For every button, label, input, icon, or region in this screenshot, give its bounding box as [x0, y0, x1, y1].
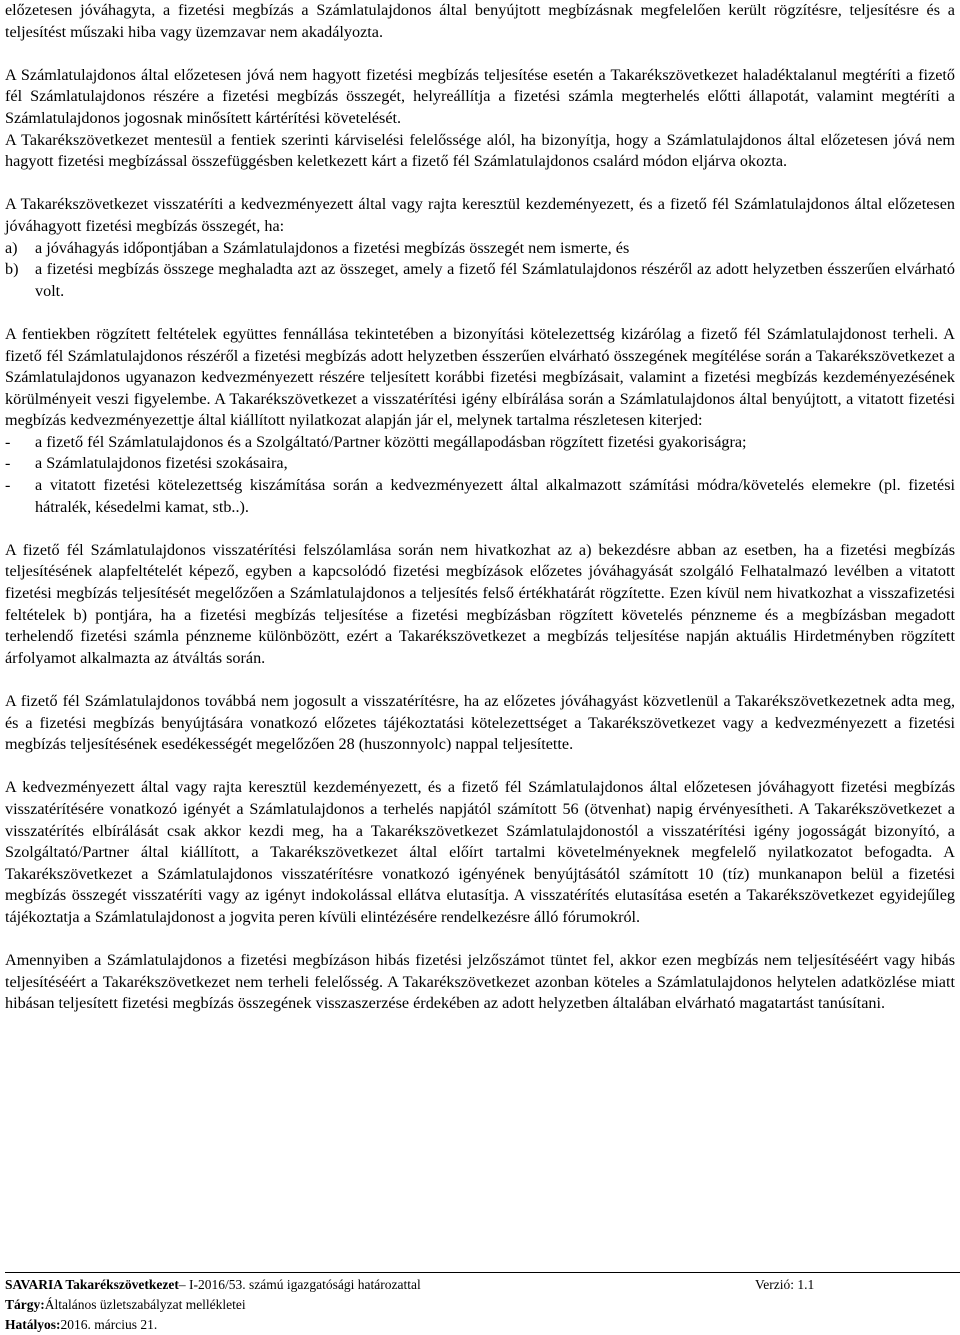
list-item	[5, 453, 955, 475]
paragraph-gap	[5, 302, 955, 324]
paragraph-continuation: előzetesen jóváhagyta, a fizetési megbízás a Számlatulajdonos által benyújtott megbízásnak megfelelően került rögzítésre, teljesítésre és a teljesítést műszaki hiba vagy üzemzavar nem akadályozta.	[5, 1, 955, 41]
footer-effective-date: 2016. március 21.	[60, 1317, 158, 1332]
paragraph-no-refund: A fizető fél Számlatulajdonos továbbá nem jogosult a visszatérítésre, ha az előzetes jóváhagyást közvetlenül a Takarékszövetkezetnek adta meg, és a fizetési megbízás benyújtására vonatkozó előzetes tájékoztatási kötelezettséget a Takarékszövetkezet vagy a kedvezményezett a fizetési megbízás teljesítésének esedékességét megelőzően 28 (huszonnyolc) nappal teljesítette.	[5, 692, 955, 754]
list-text: a fizetési megbízás összege meghaladta azt az összeget, amely a fizető fél Számlatulajdonos részéről az adott helyzetben ésszerűen elvárható volt.	[35, 260, 955, 300]
paragraph-gap	[5, 173, 955, 195]
paragraph-refund-claim-deadline: A kedvezményezett által vagy rajta keresztül kezdeményezett, és a fizető fél Számlatulajdonos által előzetesen jóváhagyott fizetési megbízás visszatérítésére vonatkozó igényét a Számlatulajdonos a terhelés napjától számított 56 (ötvenhat) napig érvényesítheti. A Takarékszövetkezet a visszatérítés elbírálását csak akkor kezdi meg, ha a Takarékszövetkezet Számlatulajdonostól a visszatérítési igény jogosságát bizonyító, a Szolgáltató/Partner által kiállított, a Takarékszövetkezet által előírt tartalmi követelményeknek megfelelő nyilatkozatot befogadta. A Takarékszövetkezet a Számlatulajdonos visszatérítésre vonatkozó igényének benyújtásától számított 10 (tíz) munkanapon belül a fizetési megbízás összegét visszatéríti vagy az igényt indokolással ellátva elutasítja. A visszatérítés elutasítása esetén a Takarékszövetkezet egyidejűleg tájékoztatja a Számlatulajdonost a jogvita peren kívüli elintézésére rendelkezésre álló fórumokról.	[5, 778, 955, 926]
paragraph-gap	[5, 669, 955, 691]
paragraph-exemption: A Takarékszövetkezet mentesül a fentiek szerinti kárviselési felelőssége alól, ha bizonyítja, hogy a Számlatulajdonos által előzetesen jóvá nem hagyott fizetési megbízással összefüggésben keletkezett kárt a fizető fél Számlatulajdonos csalárd módon eljárva okozta.	[5, 130, 955, 171]
paragraph-gap	[5, 756, 955, 778]
footer-line-3	[5, 1315, 960, 1335]
paragraph-burden-of-proof: A fentiekben rögzített feltételek együttes fennállása tekintetében a bizonyítási kötelezettség kizárólag a fizető fél Számlatulajdonost terheli. A fizető fél Számlatulajdonos részéről a fizetési megbízás adott helyzetben ésszerűen elvárható összegének megítélése során a Takarékszövetkezet a Számlatulajdonos ugyanazon kedvezményezett részére teljesített korábbi fizetési megbízásait, valamint a fizetési megbízás kezdeményezésének körülményeit veszi figyelembe. A Takarékszövetkezet a visszatérítési igény elbírálása során a Számlatulajdonos által benyújtott, a vitatott fizetési megbízás kedvezményezettje által kiállított nyilatkozat alapján jár el, melynek tartalma részletesen kiterjed:	[5, 324, 955, 430]
list-item	[5, 259, 955, 302]
list-text: a jóváhagyás időpontjában a Számlatulajdonos a fizetési megbízás összegét nem ismerte, és	[35, 238, 630, 257]
list-text: a fizető fél Számlatulajdonos és a Szolgáltató/Partner közötti megállapodásban rögzített fizetési gyakoriságra;	[35, 432, 747, 451]
list-text: a Számlatulajdonos fizetési szokásaira,	[35, 454, 288, 473]
footer-line-1	[5, 1275, 960, 1295]
list-marker: -	[5, 454, 11, 473]
footer-resolution: – I-2016/53. számú igazgatósági határozattal	[178, 1277, 421, 1292]
paragraph-gap	[5, 43, 955, 65]
paragraph-gap	[5, 929, 955, 951]
footer-version: Verzió: 1.1	[755, 1277, 815, 1292]
list-item	[5, 475, 955, 518]
paragraph-refund-conditions: A Takarékszövetkezet visszatéríti a kedvezményezett által vagy rajta keresztül kezdeményezett, és a fizető fél Számlatulajdonos által előzetesen jóváhagyott fizetési megbízás összegét, ha:	[5, 195, 955, 235]
paragraph-unauthorized-payment: A Számlatulajdonos által előzetesen jóvá nem hagyott fizetési megbízás teljesítése esetén a Takarékszövetkezet haladéktalanul megtéríti a fizető fél Számlatulajdonos részére a fizetési megbízás összegét, helyreállítja a fizetési számla megterhelés előtti állapotát, valamint megtéríti a Számlatulajdonos jogosnak minősített kártérítési követelését.	[5, 65, 955, 127]
footer-organization: SAVARIA Takarékszövetkezet	[5, 1277, 179, 1292]
page-footer	[5, 1272, 960, 1335]
paragraph-incorrect-identifier: Amennyiben a Számlatulajdonos a fizetési megbízáson hibás fizetési jelzőszámot tüntet fel, akkor ezen megbízás nem teljesítéséért vagy hibás teljesítéséért a Takarékszövetkezet nem terheli felelősség. A Takarékszövetkezet azonban köteles a Számlatulajdonos helytelen adatközlése miatt hibásan teljesített fizetési megbízás összegének visszaszerzése érdekében az adott helyzetben általában elvárható magatartást tanúsítani.	[5, 951, 955, 1013]
list-text: a vitatott fizetési kötelezettség kiszámítása során a kedvezményezett által alkalmazott számítási módra/követelés elemekre (pl. fizetési hátralék, késedelmi kamat, stb..).	[35, 476, 955, 516]
list-marker: b)	[5, 260, 19, 279]
list-marker: -	[5, 476, 11, 495]
paragraph-gap	[5, 518, 955, 540]
list-item	[5, 432, 955, 454]
footer-subject-label: Tárgy:	[5, 1297, 45, 1312]
footer-line-2	[5, 1295, 960, 1315]
document-body	[5, 0, 955, 1015]
list-marker: -	[5, 432, 11, 451]
list-item	[5, 238, 955, 260]
paragraph-objection: A fizető fél Számlatulajdonos visszatérítési felszólamlása során nem hivatkozhat az a) bekezdésre abban az esetben, ha a fizetési megbízás teljesítésének alapfeltételét képező, egyben a kapcsolódó fizetési megbízások előzetes jóváhagyását szolgáló Felhatalmazó levélben a vitatott fizetési megbízás teljesítését megelőzően a Számlatulajdonos a teljesítés felső értékhatárát rögzítette. Ezen kívül nem hivatkozhat a visszafizetési feltételek b) pontjára, ha a fizetési megbízás teljesítése a fizetési megbízásban rögzített követelés pénzneme és a megbízásban megadott terhelendő fizetési számla pénzneme különbözött, ezért a Takarékszövetkezet a megbízás teljesítése napján aktuális Hirdetményben rögzített árfolyamot alkalmazta az átváltás során.	[5, 540, 955, 667]
footer-subject: Általános üzletszabályzat mellékletei	[44, 1297, 246, 1312]
list-marker: a)	[5, 238, 18, 257]
footer-effective-label: Hatályos:	[5, 1317, 61, 1332]
